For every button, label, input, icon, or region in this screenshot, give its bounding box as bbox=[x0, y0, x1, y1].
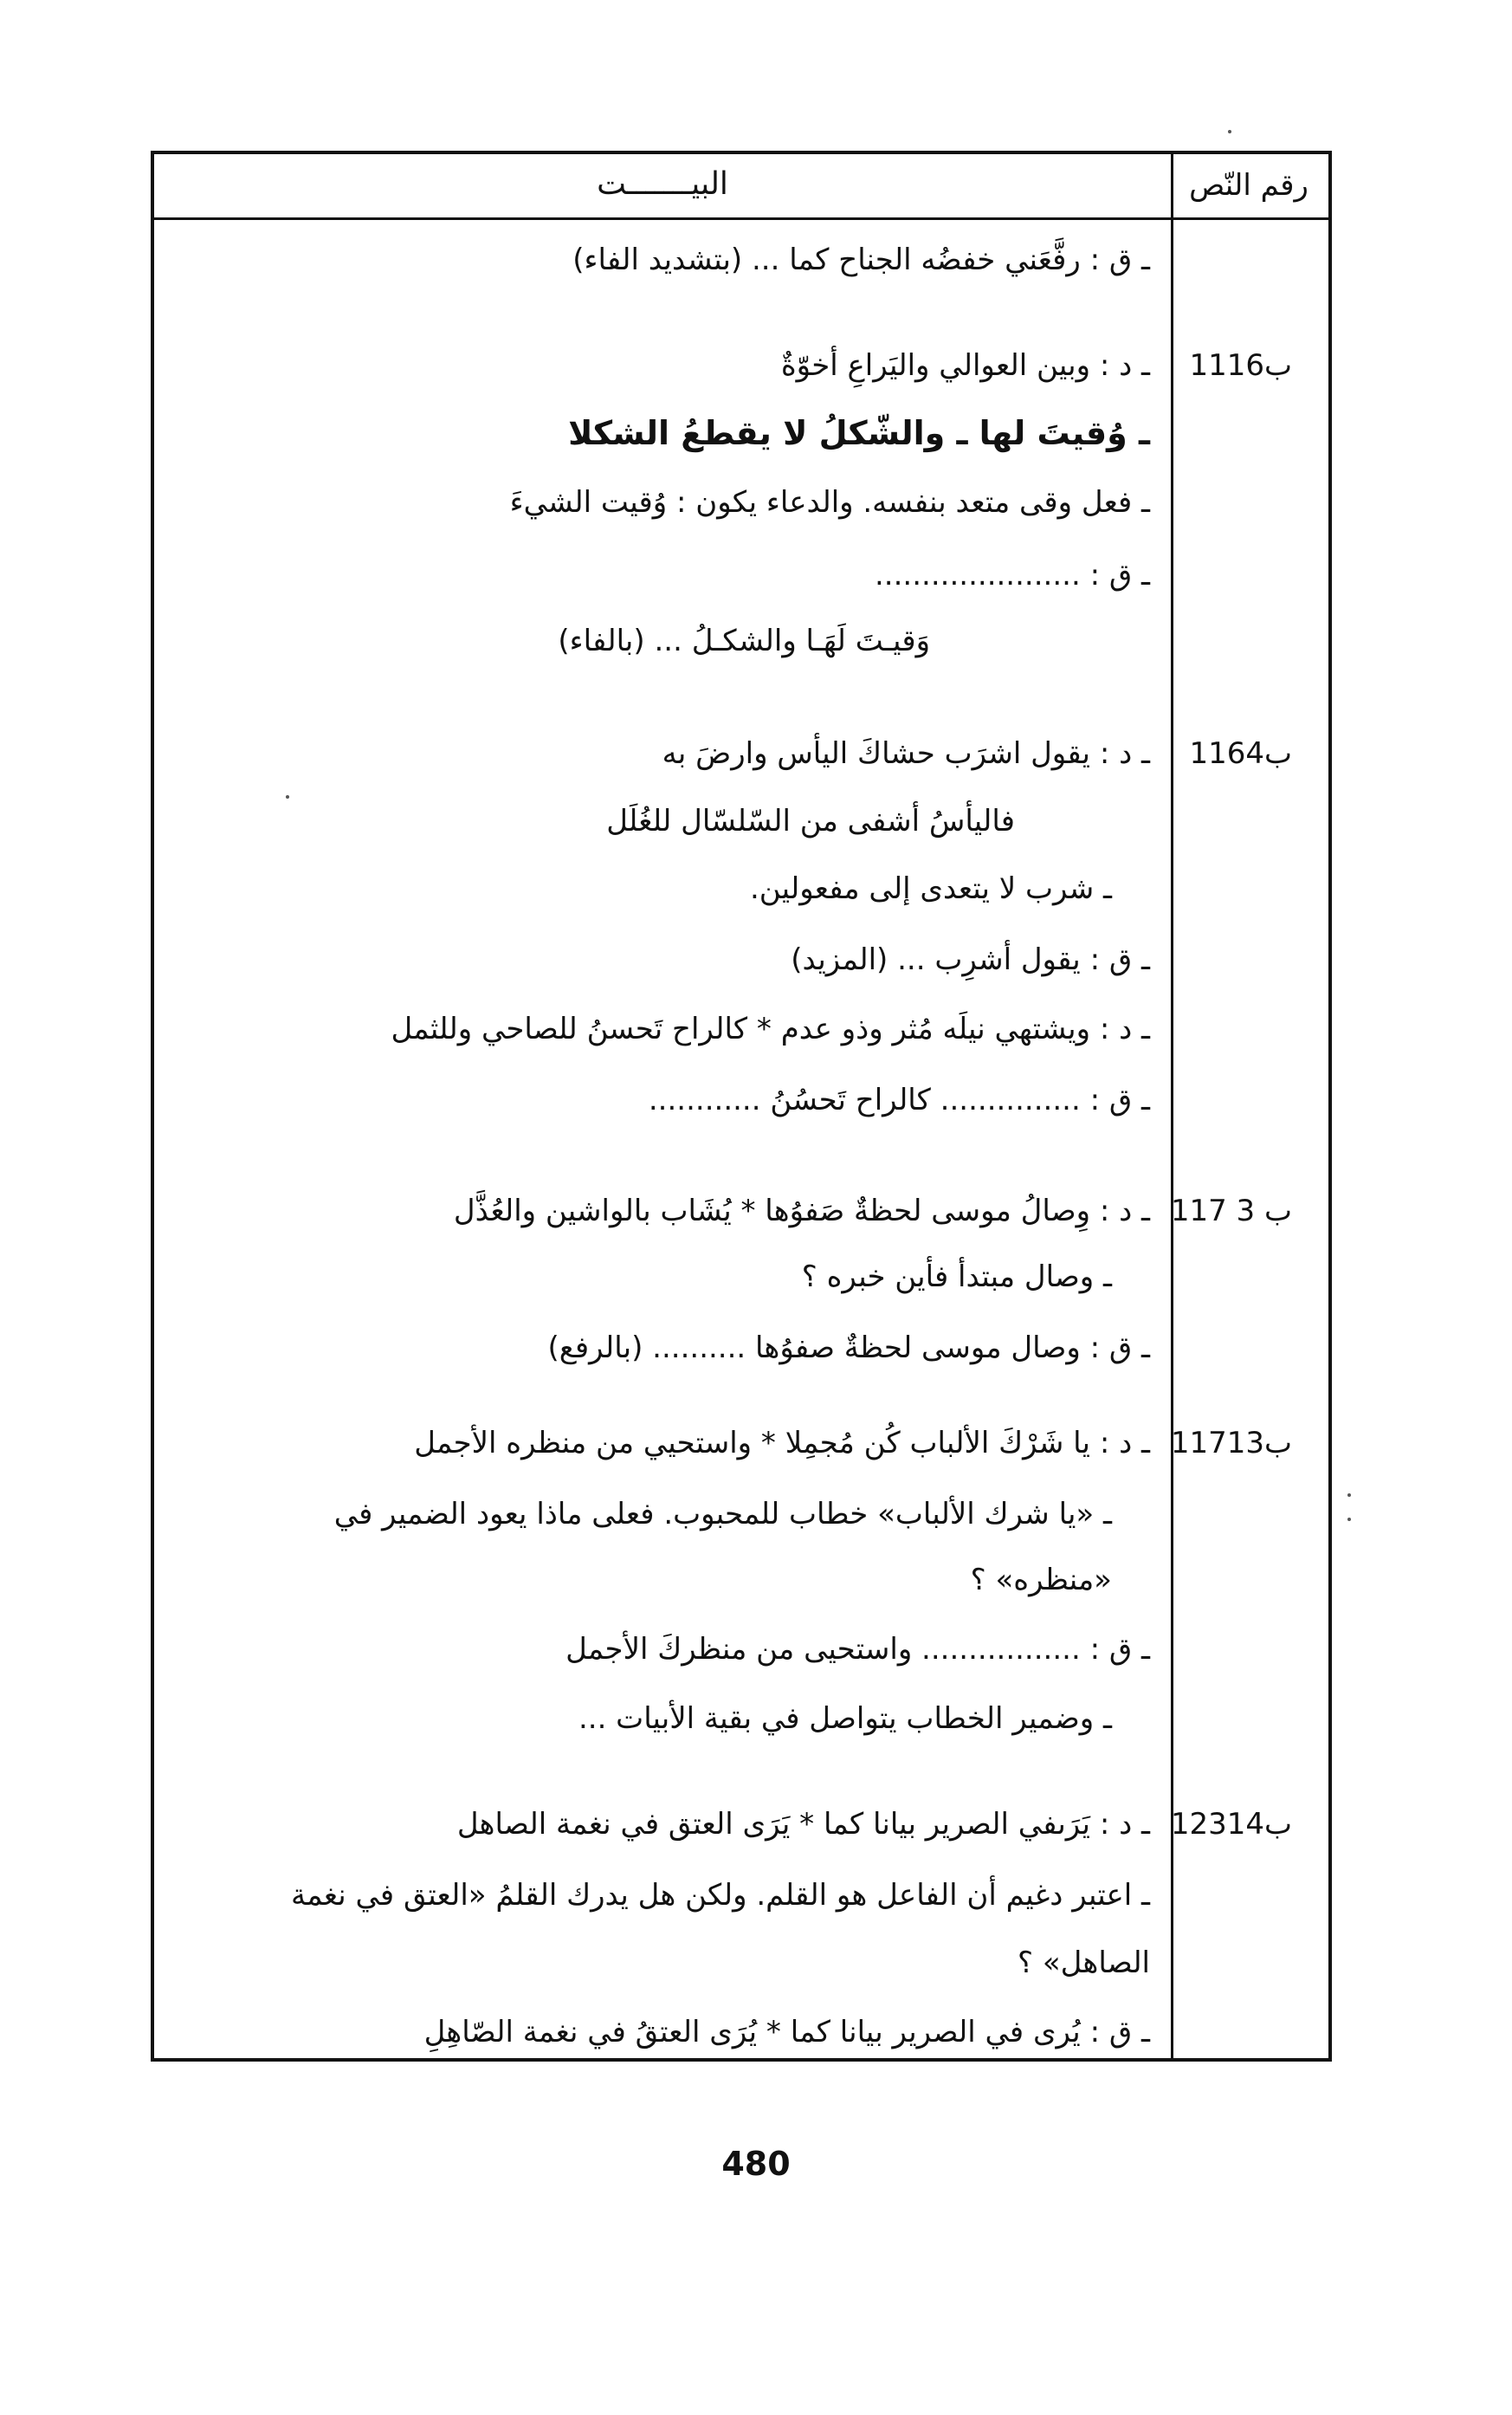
text-number: 123ب14 bbox=[1170, 1807, 1292, 1842]
table-header bbox=[154, 154, 1328, 220]
scan-speck bbox=[1347, 1518, 1351, 1521]
verse-line: ـ ق : يُرى في الصرير بيانا كما * يُرَى العتقُ في نغمة الصّاهِلِ bbox=[423, 2015, 1150, 2049]
text-number: 117ب13 bbox=[1170, 1426, 1292, 1460]
verse-line: ـ د : وبين العوالي واليَراعِ أخوّةٌ bbox=[780, 348, 1150, 383]
verse-line: الصاهل» ؟ bbox=[1018, 1946, 1150, 1980]
verse-line: ـ د : ويشتهي نيلَه مُثر وذو عدم * كالراح تَحسنُ للصاحي وللثمل bbox=[391, 1012, 1150, 1046]
verse-line: ـ فعل وقى متعد بنفسه. والدعاء يكون : وُقيت الشيءَ bbox=[509, 485, 1150, 520]
verse-line: ـ ق : وصال موسى لحظةٌ صفوُها .......... (بالرفع) bbox=[547, 1331, 1150, 1365]
verse-line: ـ «يا شرك الألباب» خطاب للمحبوب. فعلى ماذا يعود الضمير في bbox=[333, 1497, 1112, 1531]
verse-line: ـ ق : ............... كالراح تَحسُنُ ............ bbox=[648, 1083, 1150, 1117]
page-number: 480 bbox=[721, 2145, 791, 2183]
text-number: 111ب6 bbox=[1189, 348, 1292, 383]
text-number: 116ب4 bbox=[1189, 736, 1292, 771]
verse-line: ـ د : يا شَرْكَ الألباب كُن مُجمِلا * واستحيي من منظره الأجمل bbox=[414, 1426, 1150, 1460]
verse-line: ـ وضمير الخطاب يتواصل في بقية الأبيات ... bbox=[578, 1701, 1112, 1736]
verse-line: ـ د : وِصالُ موسى لحظةٌ صَفوُها * يُشَاب بالواشين والعُذَّل bbox=[453, 1194, 1150, 1228]
verse-line: ـ ق : ...................... bbox=[875, 558, 1150, 592]
verse-line: «منظره» ؟ bbox=[970, 1563, 1112, 1597]
header-verse: البيـــــــت bbox=[597, 166, 728, 202]
verse-line: ـ د : يقول اشرَب حشاكَ اليأس وارضَ به bbox=[662, 736, 1150, 771]
column-divider bbox=[1171, 154, 1173, 2058]
verse-line: ـ اعتبر دغيم أن الفاعل هو القلم. ولكن هل يدرك القلمُ «العتق في نغمة bbox=[290, 1878, 1150, 1913]
scan-speck bbox=[1347, 1493, 1351, 1497]
header-text-number: رقم النّص bbox=[1189, 168, 1308, 203]
verse-table bbox=[151, 151, 1332, 2062]
scan-speck bbox=[286, 795, 289, 799]
verse-line: ـ شرب لا يتعدى إلى مفعولين. bbox=[749, 871, 1112, 906]
verse-line: ـ ق : يقول أشرِب ... (المزيد) bbox=[791, 942, 1150, 977]
verse-line-bold: ـ وُقيتَ لها ـ والشّكلُ لا يقطعُ الشكلا bbox=[568, 414, 1150, 452]
scan-speck bbox=[1228, 130, 1231, 133]
verse-line: ـ ق : ................. واستحيى من منظركَ الأجمل bbox=[565, 1632, 1150, 1667]
verse-line: ـ د : يَرَىفي الصرير بيانا كما * يَرَى العتق في نغمة الصاهل bbox=[456, 1807, 1150, 1842]
text-number: 117 ب 3 bbox=[1170, 1194, 1292, 1228]
verse-line: ـ ق : رفَّعَني خفضُه الجناح كما ... (بتشديد الفاء) bbox=[572, 243, 1150, 277]
verse-line: وَقيـتَ لَهَـا والشكـلُ ... (بالفاء) bbox=[558, 624, 930, 658]
verse-line: فاليأسُ أشفى من السّلسّال للغُلَل bbox=[606, 804, 1015, 838]
verse-line: ـ وصال مبتدأ فأين خبره ؟ bbox=[801, 1259, 1112, 1294]
